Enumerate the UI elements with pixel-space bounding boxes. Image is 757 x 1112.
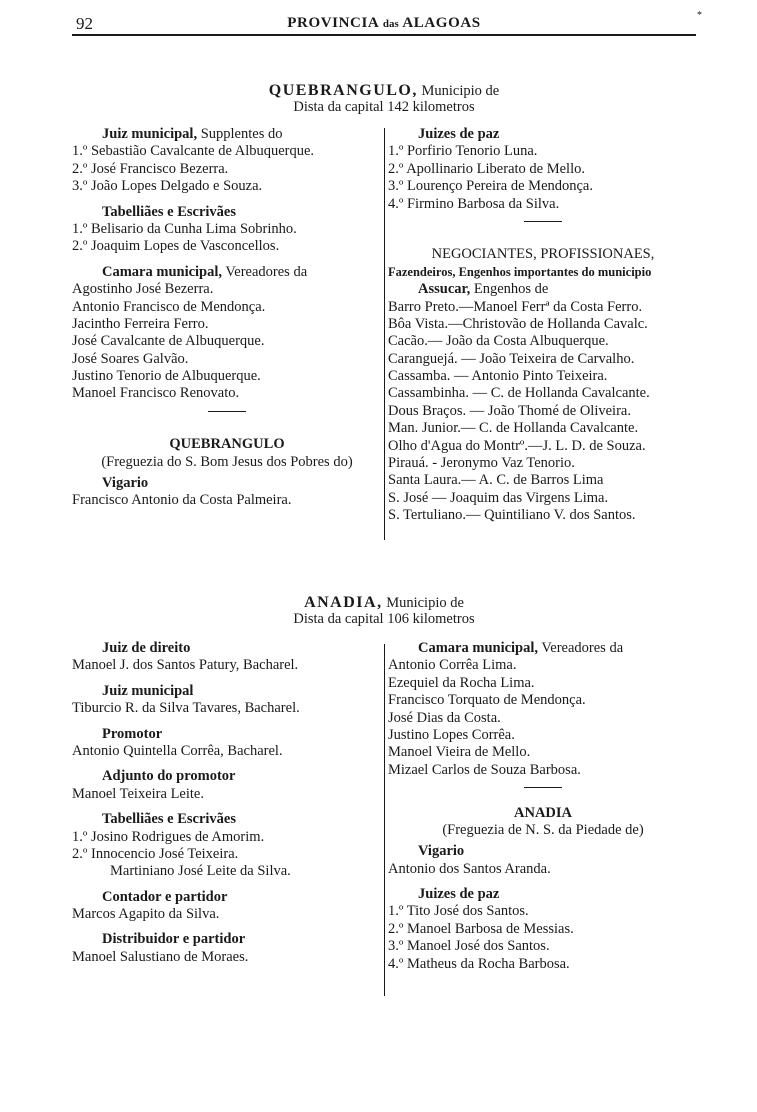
column-divider <box>384 128 385 540</box>
list-item: José Cavalcante de Albuquerque. <box>72 333 265 350</box>
list-item: Mizael Carlos de Souza Barbosa. <box>388 761 581 778</box>
list-item: 1.º Belisario da Cunha Lima Sobrinho. <box>72 220 297 237</box>
freguezia-subtitle: (Freguezia do S. Bom Jesus dos Pobres do) <box>101 453 353 470</box>
freguezia-subtitle: (Freguezia de N. S. da Piedade de) <box>442 821 644 838</box>
contador-name: Marcos Agapito da Silva. <box>72 906 220 923</box>
camara-heading: Camara municipal, Vereadores da <box>102 263 308 280</box>
print-mark: * <box>697 10 702 21</box>
divider <box>72 403 382 420</box>
list-item: 1.º Sebastião Cavalcante de Albuquerque. <box>72 143 315 160</box>
vigario-name: Francisco Antonio da Costa Palmeira. <box>72 492 292 509</box>
juiz-municipal-heading: Juiz municipal, Supplentes do <box>102 126 283 142</box>
quebrangulo-right-column <box>388 126 698 525</box>
list-item: S. José — Joaquim das Virgens Lima. <box>388 489 609 506</box>
promotor-name: Antonio Quintella Corrêa, Bacharel. <box>72 742 283 759</box>
list-item: Olho d'Agua do Montrº.—J. L. D. de Souza. <box>388 437 646 454</box>
vigario-heading: Vigario <box>102 475 149 492</box>
list-item: Jacintho Ferreira Ferro. <box>72 315 209 332</box>
quebrangulo-heading: QUEBRANGULO, Municipio de Dista da capital 142 kilometros <box>72 82 696 117</box>
list-item: 4.º Firmino Barbosa da Silva. <box>388 195 560 212</box>
list-item: Santa Laura.— A. C. de Barros Lima <box>388 472 604 489</box>
adjunto-heading: Adjunto do promotor <box>102 768 236 785</box>
anadia-right-column <box>388 640 698 973</box>
list-item: Cacão.— João da Costa Albuquerque. <box>388 333 609 350</box>
anadia-distance: Dista da capital 106 kilometros <box>293 611 475 628</box>
list-item: Ezequiel da Rocha Lima. <box>388 674 535 691</box>
column-divider <box>384 644 385 996</box>
list-item: 4.º Matheus da Rocha Barbosa. <box>388 955 570 972</box>
list-item: Antonio Corrêa Lima. <box>388 657 517 674</box>
list-item: Pirauá. - Jeronymo Vaz Tenorio. <box>388 455 575 472</box>
list-item: Francisco Torquato de Mendonça. <box>388 692 586 709</box>
list-item: Cassamba. — Antonio Pinto Teixeira. <box>388 368 608 385</box>
list-item: 3.º João Lopes Delgado e Souza. <box>72 178 263 195</box>
adjunto-name: Manoel Teixeira Leite. <box>72 785 204 802</box>
list-item: 2.º José Francisco Bezerra. <box>72 160 229 177</box>
list-item: Caranguejá. — João Teixeira de Carvalho. <box>388 350 635 367</box>
list-item: 2.º Joaquim Lopes de Vasconcellos. <box>72 238 280 255</box>
vigario-name: Antonio dos Santos Aranda. <box>388 860 551 877</box>
list-item: Justino Tenorio de Albuquerque. <box>72 368 261 385</box>
list-item: Antonio Francisco de Mendonça. <box>72 298 266 315</box>
list-item: S. Tertuliano.— Quintiliano V. dos Santos. <box>388 507 636 524</box>
list-item: Dous Braços. — João Thomé de Oliveira. <box>388 402 631 419</box>
tabelliaes-heading: Tabelliães e Escrivães <box>102 203 236 220</box>
list-item: José Soares Galvão. <box>72 350 189 367</box>
list-item: Justino Lopes Corrêa. <box>388 726 515 743</box>
running-header <box>72 8 702 36</box>
distribuidor-name: Manoel Salustiano de Moraes. <box>72 948 249 965</box>
list-item: Man. Junior.— C. de Hollanda Cavalcante. <box>388 420 639 437</box>
list-item: Agostinho José Bezerra. <box>72 281 214 298</box>
quebrangulo-distance: Dista da capital 142 kilometros <box>293 99 475 116</box>
fazendeiros-heading: Fazendeiros, Engenhos importantes do municipio <box>388 264 652 279</box>
negociantes-heading: NEGOCIANTES, PROFISSIONAES, <box>431 246 655 263</box>
camara-heading: Camara municipal, Vereadores da <box>418 640 624 656</box>
freguezia-title: ANADIA <box>514 804 572 821</box>
promotor-heading: Promotor <box>102 725 163 742</box>
juiz-municipal-name: Tiburcio R. da Silva Tavares, Bacharel. <box>72 700 300 717</box>
assucar-heading: Assucar, Engenhos de <box>418 281 549 298</box>
list-item: 1.º Tito José dos Santos. <box>388 903 529 920</box>
distribuidor-heading: Distribuidor e partidor <box>102 931 246 948</box>
divider <box>388 213 698 230</box>
list-item: 3.º Manoel José dos Santos. <box>388 938 550 955</box>
divider <box>388 779 698 796</box>
anadia-left-column <box>72 640 382 966</box>
juizes-paz-heading: Juizes de paz <box>418 886 500 903</box>
list-item: 1.º Josino Rodrigues de Amorim. <box>72 828 265 845</box>
list-item: 1.º Porfirio Tenorio Luna. <box>388 143 538 160</box>
anadia-heading: ANADIA, Municipio de Dista da capital 106 kilometros <box>72 594 696 629</box>
list-item: Cassambinha. — C. de Hollanda Cavalcante. <box>388 385 650 402</box>
freguezia-title: QUEBRANGULO <box>169 436 285 453</box>
page-number: 92 <box>76 14 93 33</box>
running-title: PROVINCIA das ALAGOAS <box>287 15 481 31</box>
list-item: Manoel Vieira de Mello. <box>388 744 531 761</box>
quebrangulo-left-column <box>72 126 382 510</box>
list-item: Barro Preto.—Manoel Ferrª da Costa Ferro. <box>388 298 643 315</box>
list-item: José Dias da Costa. <box>388 709 501 726</box>
vigario-heading: Vigario <box>418 843 465 860</box>
tabelliaes-heading: Tabelliães e Escrivães <box>102 811 236 828</box>
juiz-direito-name: Manoel J. dos Santos Patury, Bacharel. <box>72 657 299 674</box>
contador-heading: Contador e partidor <box>102 888 228 905</box>
juizes-paz-heading: Juizes de paz <box>418 126 500 142</box>
list-item: 3.º Lourenço Pereira de Mendonça. <box>388 178 593 195</box>
list-item: Manoel Francisco Renovato. <box>72 385 240 402</box>
juiz-municipal-heading: Juiz municipal <box>102 682 194 699</box>
list-item: 2.º Innocencio José Teixeira. <box>72 845 239 862</box>
list-item: 2.º Apollinario Liberato de Mello. <box>388 160 585 177</box>
list-item: 2.º Manoel Barbosa de Messias. <box>388 920 574 937</box>
list-item: Bôa Vista.—Christovão de Hollanda Cavalc. <box>388 315 648 332</box>
juiz-direito-heading: Juiz de direito <box>102 640 191 656</box>
list-item: Martiniano José Leite da Silva. <box>110 863 291 880</box>
